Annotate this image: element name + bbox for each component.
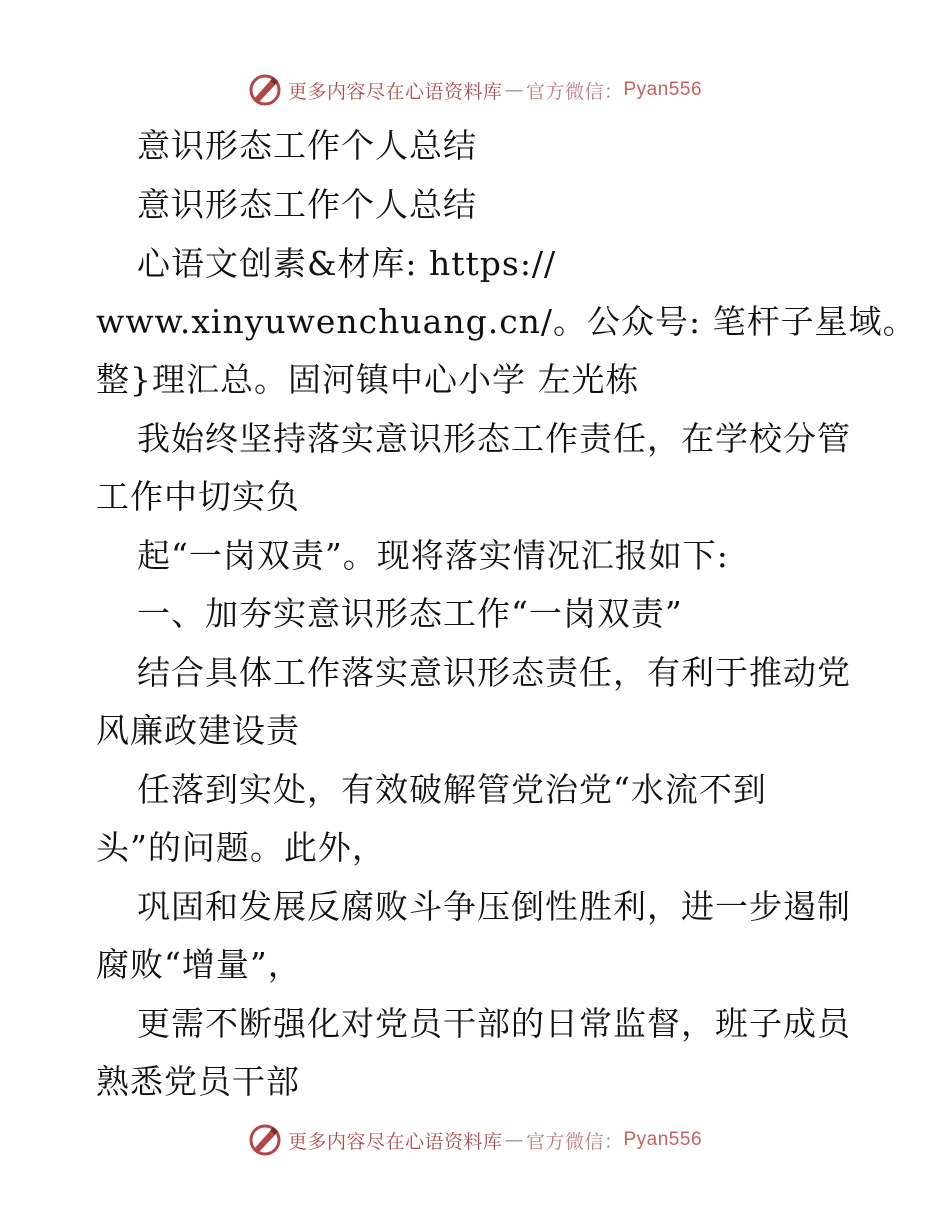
watermark-main-text: 更多内容尽在心语资料库 [287,1130,503,1153]
doc-paragraph-line: 起“一岗双责”。现将落实情况汇报如下: [137,536,729,575]
doc-line: www.xinyuwenchuang.cn/。公众号: 笔杆子星域。 [96,302,917,341]
watermark-main-text: 更多内容尽在心语资料库 [287,80,503,103]
doc-paragraph-line: 任落到实处，有效破解管党治党“水流不到 [137,770,767,809]
doc-paragraph-line: 风廉政建设责 [96,711,300,750]
doc-title: 意识形态工作个人总结 [137,126,477,165]
watermark-wechat-id: Pyan556 [623,1129,703,1150]
doc-paragraph-line: 我始终坚持落实意识形态工作责任，在学校分管 [137,419,851,458]
watermark-separator: — [504,1129,524,1151]
doc-line: 心语文创素&材库: https:// [137,244,557,283]
pen-logo-icon [248,1123,282,1157]
watermark-separator: — [504,79,524,101]
doc-paragraph-line: 熟悉党员干部 [96,1062,300,1101]
doc-paragraph-line: 腐败“增量”， [96,945,302,984]
doc-title-repeat: 意识形态工作个人总结 [137,185,477,224]
watermark-wechat-label: 官方微信： [525,80,624,103]
doc-paragraph-line: 更需不断强化对党员干部的日常监督，班子成员 [137,1004,851,1043]
doc-paragraph-line: 结合具体工作落实意识形态责任，有利于推动党 [137,653,851,692]
footer-watermark [0,1120,950,1160]
doc-paragraph-line: 工作中切实负 [96,477,300,516]
doc-paragraph-line: 头”的问题。此外， [96,828,386,867]
doc-line: 整}理汇总。固河镇中心小学 左光栋 [96,360,640,399]
doc-section-heading: 一、加夯实意识形态工作“一岗双责” [137,594,683,633]
watermark-wechat-id: Pyan556 [623,79,703,100]
watermark-wechat-label: 官方微信： [525,1130,624,1153]
doc-paragraph-line: 巩固和发展反腐败斗争压倒性胜利，进一步遏制 [137,887,851,926]
